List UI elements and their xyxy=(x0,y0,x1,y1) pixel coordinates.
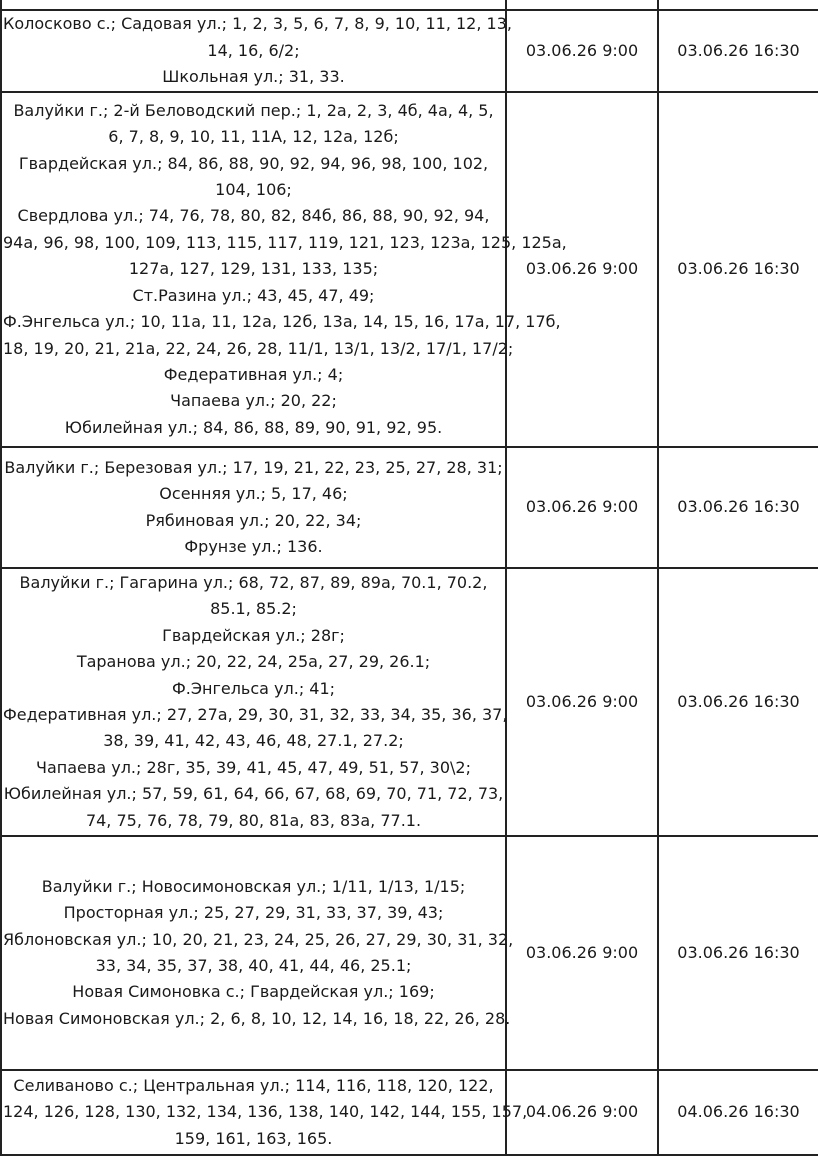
address-line: 38, 39, 41, 42, 43, 46, 48, 27.1, 27.2; xyxy=(103,731,404,751)
end-time-cell-partial xyxy=(658,0,818,10)
address-line: Чапаева ул.; 28г, 35, 39, 41, 45, 47, 49, 51, 57, 30\2; xyxy=(36,757,471,777)
address-line: Школьная ул.; 31, 33. xyxy=(162,67,345,87)
address-line: Ф.Энгельса ул.; 41; xyxy=(171,678,336,698)
address-line: 18, 19, 20, 21, 21а, 22, 24, 26, 28, 11/1, 13/1, 13/2, 17/1, 17/2; xyxy=(3,338,514,358)
address-line: Валуйки г.; Березовая ул.; 17, 19, 21, 22, 23, 25, 27, 28, 31; xyxy=(4,457,503,477)
table-row xyxy=(1,92,818,447)
address-line: Валуйки г.; Гагарина ул.; 68, 72, 87, 89, 89а, 70.1, 70.2, xyxy=(19,572,488,592)
address-line: Юбилейная ул.; 57, 59, 61, 64, 66, 67, 68, 69, 70, 71, 72, 73, xyxy=(3,784,504,804)
table-row xyxy=(1,836,818,1070)
address-line: 33, 34, 35, 37, 38, 40, 41, 44, 46, 25.1; xyxy=(95,956,412,975)
end-time-cell: 03.06.26 16:30 xyxy=(658,568,818,836)
start-time-cell: 04.06.26 9:00 xyxy=(506,1070,658,1155)
address-line: 124, 126, 128, 130, 132, 134, 136, 138, 140, 142, 144, 155, 157, xyxy=(3,1102,528,1122)
address-cell-partial xyxy=(1,0,506,10)
address-cell xyxy=(1,92,567,447)
start-time-cell: 03.06.26 9:00 xyxy=(506,447,658,568)
table-row xyxy=(1,1070,818,1155)
address-cell xyxy=(1,447,506,568)
address-line: Свердлова ул.; 74, 76, 78, 80, 82, 84б, 86, 88, 90, 92, 94, xyxy=(17,206,490,226)
start-time-cell: 03.06.26 9:00 xyxy=(506,10,658,92)
address-line: Просторная ул.; 25, 27, 29, 31, 33, 37, 39, 43; xyxy=(63,903,444,923)
end-time-cell: 04.06.26 16:30 xyxy=(658,1070,818,1155)
address-line: Гвардейская ул.; 84, 86, 88, 90, 92, 94, 96, 98, 100, 102, xyxy=(18,153,489,173)
start-time-cell: 03.06.26 9:00 xyxy=(506,92,658,447)
address-line: 127а, 127, 129, 131, 133, 135; xyxy=(128,259,379,279)
address-line: Новая Симоновка с.; Гвардейская ул.; 169; xyxy=(72,982,435,1002)
address-line: Фрунзе ул.; 136. xyxy=(184,536,323,556)
address-line: Яблоновская ул.; 10, 20, 21, 23, 24, 25, 26, 27, 29, 30, 31, 32, xyxy=(3,929,514,949)
address-line: Юбилейная ул.; 84, 86, 88, 89, 90, 91, 92, 95. xyxy=(64,417,443,437)
address-cell xyxy=(1,836,514,1070)
table-row-partial xyxy=(1,0,818,10)
address-line: 85.1, 85.2; xyxy=(210,599,297,619)
address-line: 104, 106; xyxy=(215,180,292,200)
address-line: Новая Симоновская ул.; 2, 6, 8, 10, 12, 14, 16, 18, 22, 26, 28. xyxy=(3,1008,511,1028)
start-time-cell-partial xyxy=(506,0,658,10)
address-line: 14, 16, 6/2; xyxy=(207,40,300,60)
end-time-cell: 03.06.26 16:30 xyxy=(658,836,818,1070)
address-line: 6, 7, 8, 9, 10, 11, 11А, 12, 12а, 12б; xyxy=(108,127,399,147)
address-cell xyxy=(1,10,512,92)
address-cell xyxy=(1,1070,528,1155)
address-line: Таранова ул.; 20, 22, 24, 25а, 27, 29, 26.1; xyxy=(76,652,431,672)
table-row xyxy=(1,447,818,568)
end-time-cell: 03.06.26 16:30 xyxy=(658,447,818,568)
address-line: Валуйки г.; 2-й Беловодский пер.; 1, 2а, 2, 3, 4б, 4а, 4, 5, xyxy=(13,100,494,120)
address-line: Колосково с.; Садовая ул.; 1, 2, 3, 5, 6, 7, 8, 9, 10, 11, 12, 13, xyxy=(3,14,512,34)
address-line: Осенняя ул.; 5, 17, 46; xyxy=(159,484,348,504)
address-line: Ст.Разина ул.; 43, 45, 47, 49; xyxy=(132,285,375,305)
address-line: 74, 75, 76, 78, 79, 80, 81а, 83, 83а, 77.1. xyxy=(85,810,422,830)
table-body xyxy=(1,0,818,1155)
address-line: Ф.Энгельса ул.; 10, 11а, 11, 12а, 12б, 13а, 14, 15, 16, 17а, 17, 17б, xyxy=(3,312,561,332)
start-time-cell: 03.06.26 9:00 xyxy=(506,836,658,1070)
address-line: Гвардейская ул.; 28г; xyxy=(162,625,345,645)
end-time-cell: 03.06.26 16:30 xyxy=(658,10,818,92)
address-cell xyxy=(1,568,506,836)
address-line: Рябиновая ул.; 20, 22, 34; xyxy=(145,510,362,530)
table-row xyxy=(1,568,818,836)
address-line: Чапаева ул.; 20, 22; xyxy=(170,391,337,411)
address-line: Валуйки г.; Новосимоновская ул.; 1/11, 1/13, 1/15; xyxy=(41,876,466,896)
address-line: 159, 161, 163, 165. xyxy=(174,1128,333,1148)
table-row xyxy=(1,10,818,92)
address-line: Федеративная ул.; 27, 27а, 29, 30, 31, 32, 33, 34, 35, 36, 37, xyxy=(3,705,508,724)
address-line: Селиваново с.; Центральная ул.; 114, 116, 118, 120, 122, xyxy=(13,1075,494,1095)
address-line: 94а, 96, 98, 100, 109, 113, 115, 117, 119, 121, 123, 123а, 125, 125а, xyxy=(3,232,567,252)
address-line: Федеративная ул.; 4; xyxy=(163,364,344,384)
start-time-cell: 03.06.26 9:00 xyxy=(506,568,658,836)
end-time-cell: 03.06.26 16:30 xyxy=(658,92,818,447)
